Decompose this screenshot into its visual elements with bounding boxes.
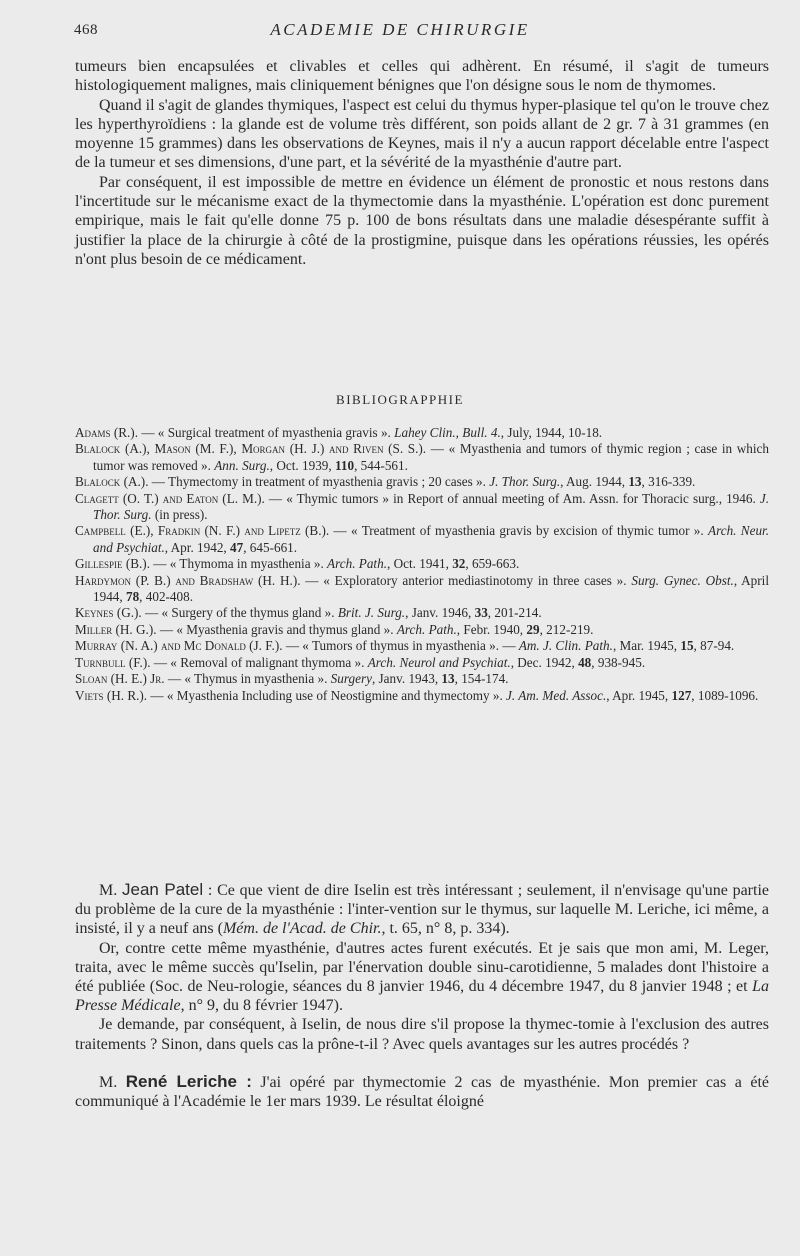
reference-entry	[75, 474, 769, 490]
paragraph-thymomes: tumeurs bien encapsulées et clivables et celles qui adhèrent. En résumé, il s'agit de tumeurs histologiquement malignes, mais cliniquement bénignes que l'on désigne sous le nom de thymomes.	[75, 58, 769, 95]
reference-volume: 13	[628, 474, 642, 490]
reference-pages: , 659-663.	[465, 556, 520, 572]
patel-paragraph-2	[75, 939, 769, 1016]
reference-author: Blalock (A.).	[75, 474, 149, 490]
reference-journal: Brit. J. Surg.	[337, 605, 406, 621]
reference-entry	[75, 441, 769, 474]
reference-pages: , 544-561.	[354, 457, 408, 473]
bibliography-heading: BIBLIOGRAPPHIE	[336, 392, 464, 407]
reference-entry	[75, 573, 769, 606]
reference-title: — « Surgical treatment of myasthenia gravis ».	[138, 425, 395, 440]
reference-title: — « Myasthenia and tumors of thymic region ; case in which tumor was removed ».	[93, 441, 769, 473]
speaker-title: M.	[99, 1073, 118, 1091]
reference-entry	[75, 523, 769, 556]
reference-journal: Arch. Path.	[327, 556, 387, 572]
leriche-text-1: J'ai opéré par thymectomie 2 cas de myasthénie. Mon premier cas a été communiqué à l'Académie le 1er mars 1939. Le résultat éloigné	[75, 1073, 770, 1111]
discussion-section	[75, 880, 769, 1111]
reference-journal: J. Thor. Surg.	[489, 474, 561, 490]
page-header	[0, 20, 800, 44]
reference-author: Gillespie (B.).	[75, 556, 150, 572]
paragraph-conclusion: Par conséquent, il est impossible de mettre en évidence un élément de pronostic et nous restons dans l'incertitude sur le mécanisme exact de la thymectomie dans la myasthénie. L'opération est donc purement empirique, mais le fait qu'elle donne 75 p. 100 de bons résultats dans une maladie désespérante suffit à justifier la place de la chirurgie à côté de la prostigmine, puisque dans les opérations réussies, les opérés n'ont plus besoin de ce médicament.	[75, 173, 769, 268]
reference-author: Viets (H. R.).	[75, 687, 148, 703]
reference-title: — « Thymus in myasthenia ».	[164, 671, 331, 687]
reference-entry	[75, 671, 769, 687]
speaker-name-patel: Jean Patel	[122, 880, 204, 899]
reference-author: Sloan (H. E.) Jr.	[75, 671, 165, 687]
reference-date: , Aug. 1944,	[560, 474, 629, 490]
reference-title: — « Surgery of the thymus gland ».	[141, 605, 338, 621]
reference-author: Clagett (O. T.) and Eaton (L. M.).	[75, 490, 265, 506]
reference-entry	[75, 605, 769, 621]
reference-pages: , 645-661.	[243, 539, 298, 555]
patel-text-1b: , t. 65, n° 8, p. 334).	[381, 920, 510, 938]
reference-volume: 78	[125, 589, 140, 605]
reference-entry	[75, 425, 769, 441]
reference-author: Blalock (A.), Mason (M. F.), Morgan (H. J.) and Riven (S. S.).	[75, 441, 427, 457]
reference-pages: , 201-214.	[487, 605, 542, 621]
reference-volume: 13	[441, 671, 455, 687]
reference-title: — « Thymic tumors » in Report of annual meeting of Am. Assn. for Thoracic surg., 1946.	[264, 490, 760, 506]
speaker-title: M.	[99, 882, 118, 899]
reference-volume: 15	[680, 638, 694, 654]
reference-pages: , July, 1944, 10-18.	[500, 425, 603, 440]
reference-journal: Arch. Neurol and Psychiat.	[367, 654, 511, 670]
reference-journal: Arch. Neur. and Psychiat.	[93, 523, 770, 555]
reference-entry	[75, 556, 769, 572]
patel-citation-memoires: Mém. de l'Acad. de Chir.	[222, 920, 382, 938]
reference-pages: , 402-408.	[139, 589, 194, 605]
reference-journal: J. Thor. Surg.	[93, 490, 769, 523]
reference-entry	[75, 688, 769, 704]
reference-volume: 29	[526, 621, 540, 637]
reference-author: Keynes (G.).	[75, 605, 142, 621]
bibliography-list	[75, 425, 769, 704]
reference-date: , Apr. 1942,	[164, 539, 231, 555]
reference-volume: 32	[452, 556, 466, 572]
reference-entry	[75, 638, 769, 654]
reference-volume: 47	[230, 539, 244, 555]
patel-text-2a: Or, contre cette même myasthénie, d'autres actes furent exécutés. Et je sais que mon ami, M. Leger, traita, avec le même succès qu'Iselin, par l'énervation double sinu-carotidienne, 5 malades dont l'histoire a été publiée (Soc. de Neu-rologie, séances du 8 janvier 1946, du 4 décembre 1947, du 8 janvier 1948 ; et	[75, 939, 769, 996]
reference-entry	[75, 491, 769, 524]
reference-date: , Janv. 1946,	[405, 605, 475, 621]
reference-date: , Oct. 1941,	[387, 556, 453, 572]
reference-journal: J. Am. Med. Assoc.	[506, 687, 607, 703]
reference-date: , Mar. 1945,	[612, 638, 681, 654]
reference-title: — « Treatment of myasthenia gravis by excision of thymic tumor ».	[329, 523, 709, 539]
reference-title: — « Myasthenia gravis and thymus gland ».	[156, 621, 397, 637]
reference-author: Campbell (E.), Fradkin (N. F.) and Lipetz (B.).	[75, 523, 330, 539]
speaker-name-leriche: René Leriche :	[125, 1071, 252, 1091]
reference-date: , Dec. 1942,	[510, 654, 579, 670]
reference-title: — « Tumors of thymus in myasthenia ». —	[282, 638, 519, 654]
reference-pages: (in press).	[151, 507, 208, 523]
patel-citation-presse: La Presse Médicale	[75, 978, 769, 1015]
reference-pages: , 316-339.	[641, 474, 696, 490]
reference-volume: 127	[671, 687, 692, 703]
reference-volume: 33	[474, 605, 488, 621]
leriche-paragraph-1	[75, 1072, 769, 1111]
reference-volume: 110	[335, 457, 355, 473]
page-number: 468	[74, 22, 98, 38]
reference-title: — « Thymoma in myasthenia ».	[150, 556, 328, 572]
patel-paragraph-3: Je demande, par conséquent, à Iselin, de nous dire s'il propose la thymec-tomie à l'exclusion des autres traitements ? Sinon, dans quels cas la prône-t-il ? Avec quels avantages sur les autres procédés ?	[75, 1016, 769, 1053]
reference-author: Hardymon (P. B.) and Bradshaw (H. H.).	[75, 572, 301, 588]
reference-author: Turnbull (F.).	[75, 654, 151, 670]
reference-author: Murray (N. A.) and Mc Donald (J. F.).	[75, 638, 283, 654]
reference-date: , Janv. 1943,	[371, 671, 442, 687]
reference-title: — « Myasthenia Including use of Neostigmine and thymectomy ».	[147, 687, 507, 703]
reference-journal: Surgery	[330, 671, 372, 687]
reference-pages: , 1089-1096.	[691, 687, 759, 703]
reference-journal: Surg. Gynec. Obst.	[631, 572, 734, 588]
reference-pages: , 212-219.	[539, 621, 594, 637]
reference-date: , Febr. 1940,	[456, 621, 527, 637]
reference-volume: 48	[578, 654, 592, 670]
reference-pages: , 938-945.	[591, 654, 646, 670]
reference-journal: Ann. Surg.	[214, 457, 270, 473]
reference-title: — Thymectomy in treatment of myasthenia gravis ; 20 cases ».	[148, 474, 490, 490]
patel-text-2b: , n° 9, du 8 février 1947).	[180, 997, 343, 1015]
reference-journal: Arch. Path.	[396, 621, 457, 637]
reference-author: Miller (H. G.).	[75, 621, 157, 637]
reference-date: , Apr. 1945,	[606, 687, 672, 703]
reference-title: — « Removal of malignant thymoma ».	[150, 654, 368, 670]
reference-title: — « Exploratory anterior mediastinotomy in three cases ».	[300, 572, 632, 588]
article-body	[75, 57, 769, 269]
patel-paragraph-1	[75, 880, 769, 939]
reference-journal: Lahey Clin., Bull. 4.	[394, 425, 501, 440]
reference-author: Adams (R.).	[75, 425, 139, 440]
reference-pages: , 87-94.	[693, 638, 735, 654]
reference-pages: , 154-174.	[454, 671, 509, 687]
reference-journal: Am. J. Clin. Path.	[518, 638, 613, 654]
paragraph-glandes-thymiques: Quand il s'agit de glandes thymiques, l'aspect est celui du thymus hyper-plasique tel qu'on le trouve chez les hyperthyroïdiens : la glande est de volume très différent, son poids allant de 2 gr. 7 à 31 grammes (en moyenne 15 grammes) dans les observations de Keynes, mais il n'y a aucun rapport décelable entre l'aspect de la tumeur et ses dimensions, d'une part, et la sévérité de la myasthénie d'autre part.	[75, 96, 769, 172]
reference-date: , April 1944,	[93, 572, 769, 605]
reference-entry	[75, 622, 769, 638]
reference-date: , Oct. 1939,	[269, 457, 335, 473]
patel-text-1a: : Ce que vient de dire Iselin est très intéressant ; seulement, il n'envisage qu'une partie du problème de la cure de la myasthénie : l'inter-vention sur le thymus, sur laquelle M. Leriche, ici même, a insisté, il y a neuf ans (	[75, 882, 770, 938]
running-title: ACADEMIE DE CHIRURGIE	[270, 20, 530, 39]
reference-entry	[75, 655, 769, 671]
